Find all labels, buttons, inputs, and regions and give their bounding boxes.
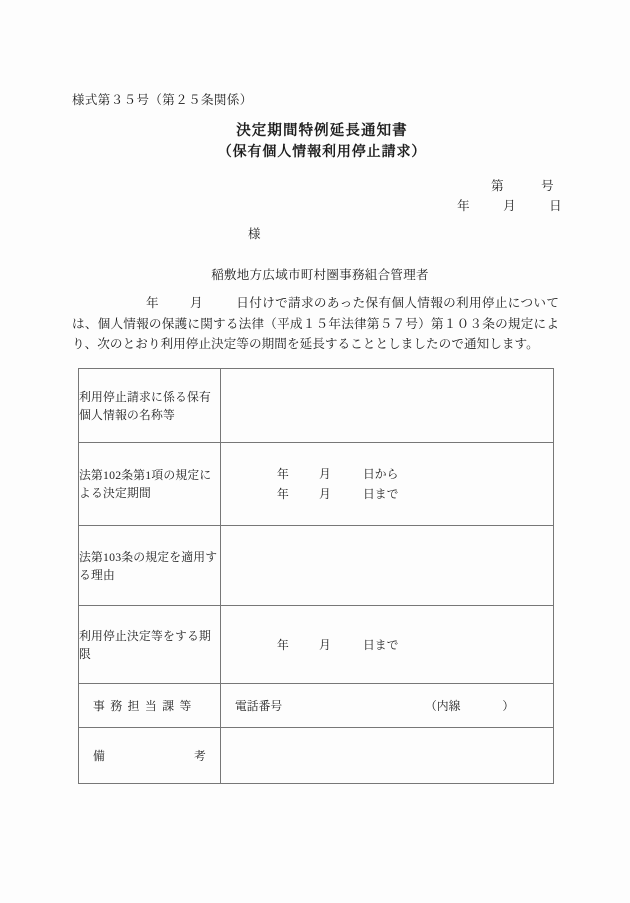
date-year-label: 年	[457, 199, 471, 213]
row-label-deadline: 利用停止決定等をする期限	[79, 606, 221, 684]
issuer-name: 稲敷地方広域市町村圏事務組合管理者	[211, 268, 429, 282]
row-label-decision-period: 法第102条第1項の規定による決定期間	[79, 443, 221, 526]
phone-label: 電話番号	[235, 698, 283, 713]
deadline-month-label: 月	[319, 637, 331, 652]
body-year-label: 年	[146, 296, 159, 310]
row-value-reason[interactable]	[221, 526, 554, 606]
to-day-label: 日まで	[363, 487, 399, 501]
deadline-date	[221, 635, 553, 655]
deadline-year-label: 年	[277, 637, 289, 652]
body-line-2: 人情報の保護に関する法律（平成１５年法律第５７号）第１０３条の規定により、次の	[72, 316, 560, 351]
extension-close-label: ）	[502, 698, 515, 713]
document-number-label: 第	[491, 179, 505, 193]
row-label-reason: 法第103条の規定を適用する理由	[79, 526, 221, 606]
table-row	[79, 606, 554, 684]
department-label-text: 事務担当課等	[93, 698, 197, 713]
document-date-line	[457, 196, 562, 216]
from-month-label: 月	[319, 467, 331, 481]
to-year-label: 年	[277, 487, 289, 501]
from-year-label: 年	[277, 467, 289, 481]
document-number-unit: 号	[541, 179, 555, 193]
remarks-label-right: 考	[194, 748, 206, 763]
date-day-label: 日	[549, 199, 562, 213]
page-subtitle: （保有個人情報利用停止請求）	[217, 145, 427, 160]
decision-period-to	[221, 484, 553, 504]
extension-open-label: （内線	[425, 698, 461, 713]
form-number: 様式第３５号（第２５条関係）	[72, 93, 253, 107]
from-day-label: 日から	[363, 467, 399, 481]
addressee-line: 様	[248, 227, 261, 241]
table-row	[79, 526, 554, 606]
table-row	[79, 443, 554, 526]
document-number-line	[457, 176, 562, 196]
phone-row	[221, 696, 553, 716]
body-line-1: 日付けで請求のあった保有個人情報の利用停止については、個	[72, 296, 559, 331]
table-row	[79, 684, 554, 728]
remarks-label-text	[79, 747, 220, 765]
row-value-decision-period[interactable]	[221, 443, 554, 526]
table-row	[79, 369, 554, 443]
table-row	[79, 728, 554, 784]
row-value-remarks[interactable]	[221, 728, 554, 784]
row-label-department	[79, 684, 221, 728]
notification-table	[78, 368, 554, 784]
title-block	[0, 121, 630, 163]
row-label-subject-name: 利用停止請求に係る保有個人情報の名称等	[79, 369, 221, 443]
document-meta	[457, 176, 562, 216]
page-title: 決定期間特例延長通知書	[236, 123, 408, 139]
remarks-label-left: 備	[93, 748, 105, 763]
to-month-label: 月	[319, 487, 331, 501]
deadline-day-label: 日まで	[363, 637, 399, 652]
row-value-subject-name[interactable]	[221, 369, 554, 443]
body-line-3: とおり利用停止決定等の期間を延長することとしましたので通知します。	[122, 337, 539, 351]
row-value-department[interactable]	[221, 684, 554, 728]
row-value-deadline[interactable]	[221, 606, 554, 684]
body-paragraph	[72, 293, 559, 355]
row-label-remarks	[79, 728, 221, 784]
body-month-label: 月	[190, 296, 203, 310]
date-month-label: 月	[503, 199, 517, 213]
decision-period-from	[221, 464, 553, 484]
